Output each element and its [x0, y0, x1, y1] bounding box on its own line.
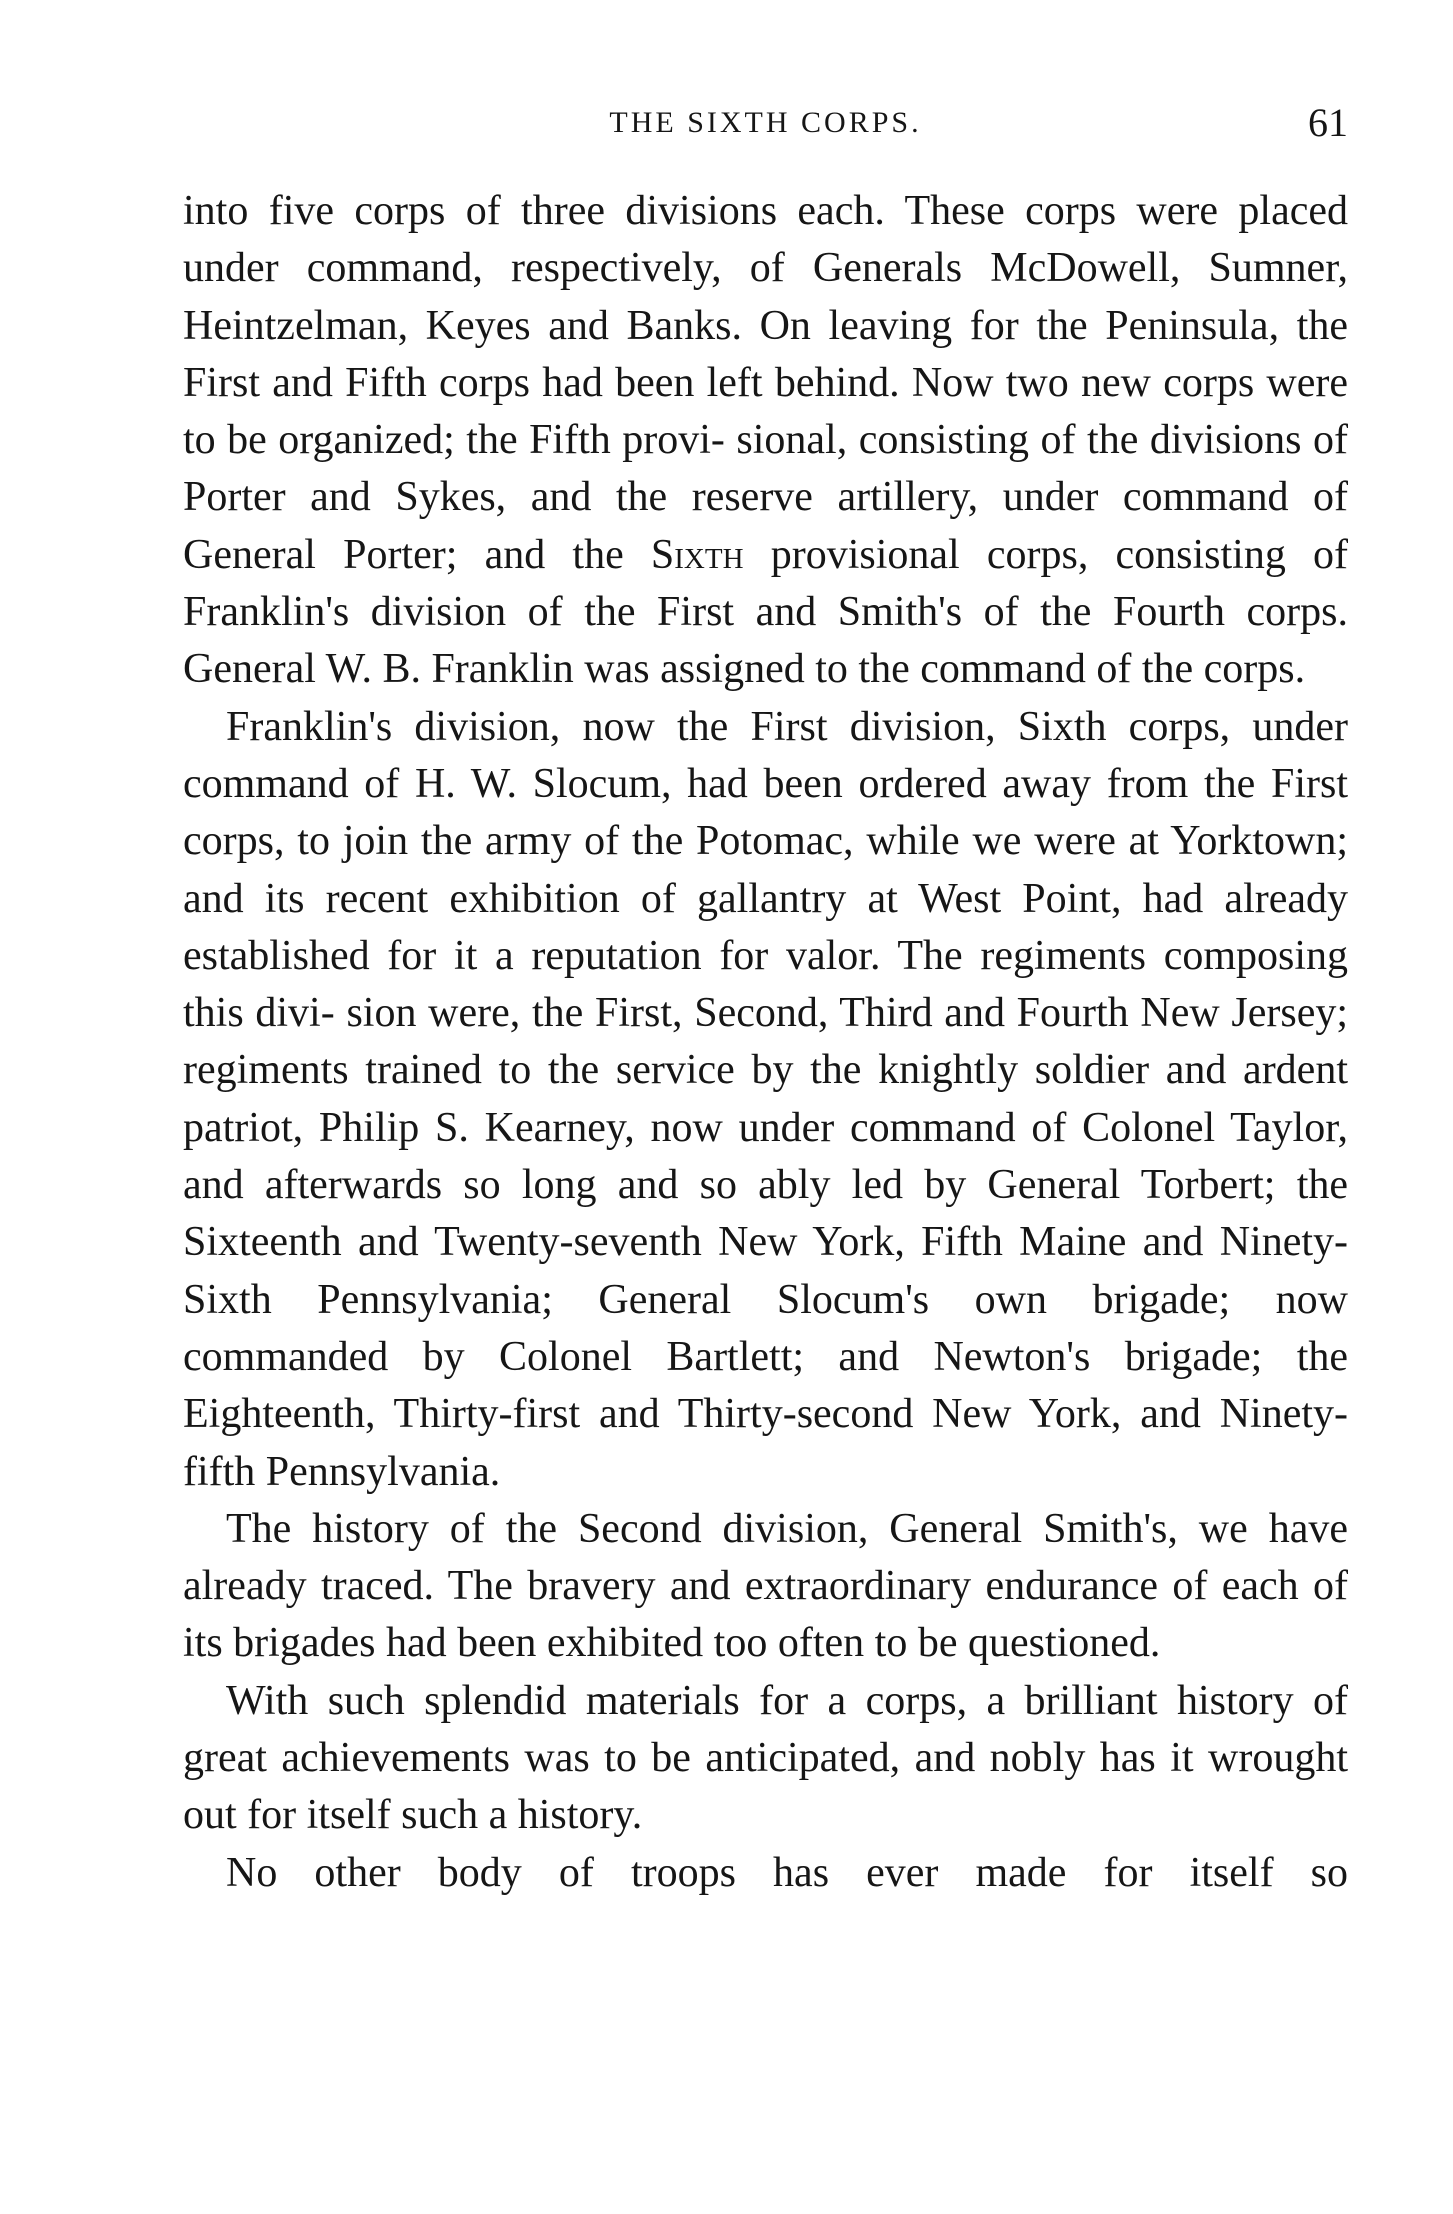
running-title: THE SIXTH CORPS. — [609, 106, 922, 139]
line: Franklin's division, now the First division, Sixth corps, — [226, 703, 1231, 750]
line-fragment: provisional corps, consisting of Franklin's — [183, 531, 1349, 636]
line: have already traced. The bravery and extraordinary — [183, 1505, 1348, 1610]
line: With such splendid materials for a corps, a brilliant — [226, 1677, 1158, 1724]
line: nobly has it wrought out for itself such a history. — [183, 1735, 1349, 1839]
line: sion were, the First, Second, Third and Fourth New Jersey; — [346, 990, 1349, 1037]
line: the corps. — [1141, 646, 1306, 693]
line: Colonel Bartlett; and Newton's brigade; the Eighteenth, — [183, 1333, 1349, 1438]
line: The history of the Second division, General Smith's, we — [226, 1505, 1248, 1552]
line: by General Torbert; the Sixteenth and Twenty-seventh — [183, 1162, 1348, 1266]
line: New York, Fifth Maine and Ninety-Sixth Pennsylvania; — [183, 1219, 1348, 1323]
paragraph-4 — [183, 1673, 1348, 1845]
line: Peninsula, the First and Fifth corps had been left behind. — [183, 302, 1348, 406]
line: General W. B. Franklin was assigned to the command of — [183, 646, 1132, 693]
line: placed under command, respectively, of Generals McDowell, — [183, 188, 1348, 292]
line: General Slocum's own brigade; now commanded by — [183, 1276, 1348, 1380]
line: Thirty-first and Thirty-second New York, and Ninety- — [393, 1391, 1348, 1438]
line: reputation for valor. The regiments composing this divi- — [183, 932, 1349, 1037]
line: division of the First and Smith's of the Fourth corps. — [370, 589, 1348, 636]
page-number: 61 — [1308, 100, 1348, 145]
line: often to be questioned. — [777, 1620, 1161, 1667]
paragraph-5 — [183, 1845, 1348, 1902]
line: while we were at Yorktown; and its recent exhibition of — [183, 818, 1348, 922]
line: No other body of troops has ever made for itself so — [226, 1849, 1348, 1896]
line: and ardent patriot, Philip S. Kearney, now under command — [183, 1047, 1348, 1151]
line: gallantry at West Point, had already established for it a — [183, 875, 1349, 979]
body-text — [183, 183, 1348, 1902]
line: sional, consisting of the divisions of Porter and Sykes, and — [183, 417, 1349, 521]
line: from the First corps, to join the army of the Potomac, — [183, 760, 1349, 865]
line: under command of H. W. Slocum, had been ordered away — [183, 703, 1349, 807]
line: the reserve artillery, under command of General Porter; — [183, 474, 1348, 578]
line: into five corps of three divisions each. These corps were — [183, 188, 1219, 234]
line-fragment: and the — [484, 531, 651, 578]
line: endurance of each of its brigades had been exhibited too — [183, 1563, 1348, 1667]
line: fifth Pennsylvania. — [183, 1448, 501, 1495]
paragraph-3 — [183, 1501, 1348, 1673]
paragraph-2 — [183, 699, 1348, 1501]
line: Now two new corps were to be organized; the Fifth provi- — [183, 359, 1348, 464]
line: history of great achievements was to be anticipated, and — [183, 1677, 1349, 1782]
running-head — [183, 98, 1348, 148]
paragraph-1 — [183, 183, 1348, 699]
line: of Colonel Taylor, and afterwards so long and so ably led — [183, 1104, 1349, 1209]
small-caps-word: Sixth — [650, 531, 744, 578]
line: Sumner, Heintzelman, Keyes and Banks. On leaving for the — [183, 245, 1349, 349]
line: regiments trained to the service by the knightly soldier — [183, 1047, 1150, 1094]
